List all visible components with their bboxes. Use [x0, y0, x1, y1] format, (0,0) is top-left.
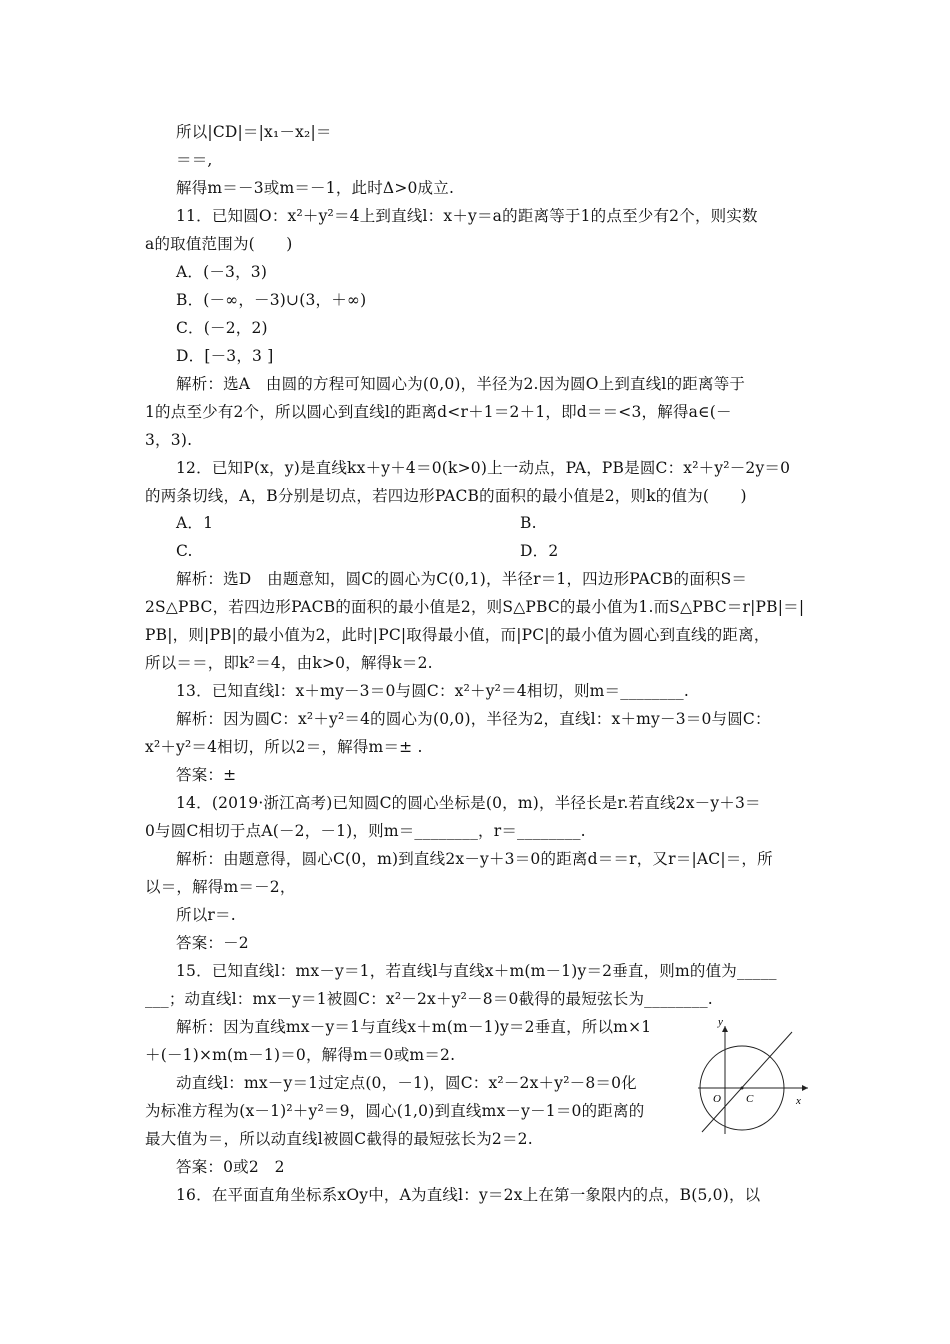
- text-line: 1的点至少有2个，所以圆心到直线l的距离d<r＋1＝2＋1，即d＝＝<3，解得a∈(－: [145, 403, 732, 421]
- option-b: B.: [520, 514, 537, 532]
- text-line: 为标准方程为(x－1)²＋y²＝9，圆心(1,0)到直线mx－y－1＝0的距离的: [145, 1102, 645, 1120]
- question-16: 16．在平面直角坐标系xOy中，A为直线l：y＝2x上在第一象限内的点，B(5,0)，以: [176, 1186, 761, 1204]
- option-c: C．(－2，2): [176, 319, 268, 337]
- answer-13: 答案：±: [176, 766, 237, 784]
- solution-14: 解析：由题意得，圆心C(0，m)到直线2x－y＋3＝0的距离d＝＝r，又r＝|AC|＝，所: [176, 850, 773, 868]
- text-line: 的两条切线，A，B分别是切点，若四边形PACB的面积的最小值是2，则k的值为( ): [145, 487, 747, 505]
- question-15: 15．已知直线l：mx－y＝1，若直线l与直线x＋m(m－1)y＝2垂直，则m的值为_____: [176, 962, 777, 980]
- option-a: A．(－3，3): [176, 263, 268, 281]
- question-13: 13．已知直线l：x＋my－3＝0与圆C：x²＋y²＝4相切，则m＝________.: [176, 682, 689, 700]
- question-12: 12．已知P(x，y)是直线kx＋y＋4＝0(k>0)上一动点，PA，PB是圆C：x²＋y²－2y＝0: [176, 459, 791, 477]
- circle-line-figure: [690, 1018, 810, 1136]
- text-line: 解得m＝－3或m＝－1，此时Δ>0成立.: [176, 179, 455, 197]
- y-axis-arrow: [722, 1026, 728, 1032]
- text-line: 最大值为＝，所以动直线l被圆C截得的最短弦长为2＝2.: [145, 1130, 533, 1148]
- y-label: y: [718, 1018, 723, 1028]
- origin-label: O: [713, 1093, 721, 1105]
- center-point: [741, 1087, 744, 1090]
- option-c: C.: [176, 542, 193, 560]
- option-d: D．[－3，3 ]: [176, 347, 274, 365]
- question-14: 14．(2019·浙江高考)已知圆C的圆心坐标是(0，m)，半径长是r.若直线2x－y＋3＝: [176, 794, 761, 812]
- option-d: D．2: [520, 542, 559, 560]
- line-l: [702, 1032, 792, 1132]
- option-a: A．1: [176, 514, 214, 532]
- text-line: 以＝，解得m＝－2，: [145, 878, 296, 896]
- text-line: 3，3).: [145, 431, 193, 449]
- question-11: 11．已知圆O：x²＋y²＝4上到直线l：x＋y＝a的距离等于1的点至少有2个，则实数: [176, 207, 758, 225]
- text-line: PB|，则|PB|的最小值为2，此时|PC|取得最小值，而|PC|的最小值为圆心到直线的距离，: [145, 626, 770, 644]
- center-label: C: [746, 1093, 754, 1105]
- answer-14: 答案：－2: [176, 934, 249, 952]
- solution-15: 解析：因为直线mx－y＝1与直线x＋m(m－1)y＝2垂直，所以m×1: [176, 1018, 652, 1036]
- answer-15: 答案：0或2 2: [176, 1158, 285, 1176]
- option-b: B．(－∞，－3)∪(3，＋∞): [176, 291, 367, 309]
- x-axis-arrow: [802, 1085, 808, 1091]
- text-line: 2S△PBC，若四边形PACB的面积的最小值是2，则S△PBC的最小值为1.而S△PBC＝r|PB|＝|: [145, 598, 805, 616]
- text-line: 动直线l：mx－y＝1过定点(0，－1)，圆C：x²－2x＋y²－8＝0化: [176, 1074, 637, 1092]
- text-line: 所以|CD|＝|x₁－x₂|＝: [176, 123, 332, 141]
- text-line: ___；动直线l：mx－y＝1被圆C：x²－2x＋y²－8＝0截得的最短弦长为________.: [145, 990, 713, 1008]
- text-line: 所以＝＝，即k²＝4，由k>0，解得k＝2.: [145, 654, 433, 672]
- text-line: a的取值范围为( ): [145, 235, 293, 253]
- text-line: 0与圆C相切于点A(－2，－1)，则m＝________，r＝________.: [145, 822, 586, 840]
- text-line: 所以r＝.: [176, 906, 236, 924]
- text-line: x²＋y²＝4相切，所以2＝，解得m＝± .: [145, 738, 423, 756]
- text-line: ＋(－1)×m(m－1)＝0，解得m＝0或m＝2.: [145, 1046, 456, 1064]
- text-line: ＝＝,: [176, 151, 213, 169]
- solution-13: 解析：因为圆C：x²＋y²＝4的圆心为(0,0)，半径为2，直线l：x＋my－3＝0与圆C：: [176, 710, 771, 728]
- solution-12: 解析：选D 由题意知，圆C的圆心为C(0,1)，半径r＝1，四边形PACB的面积S＝: [176, 570, 748, 588]
- solution-11: 解析：选A 由圆的方程可知圆心为(0,0)，半径为2.因为圆O上到直线l的距离等于: [176, 375, 746, 393]
- x-label: x: [796, 1095, 801, 1107]
